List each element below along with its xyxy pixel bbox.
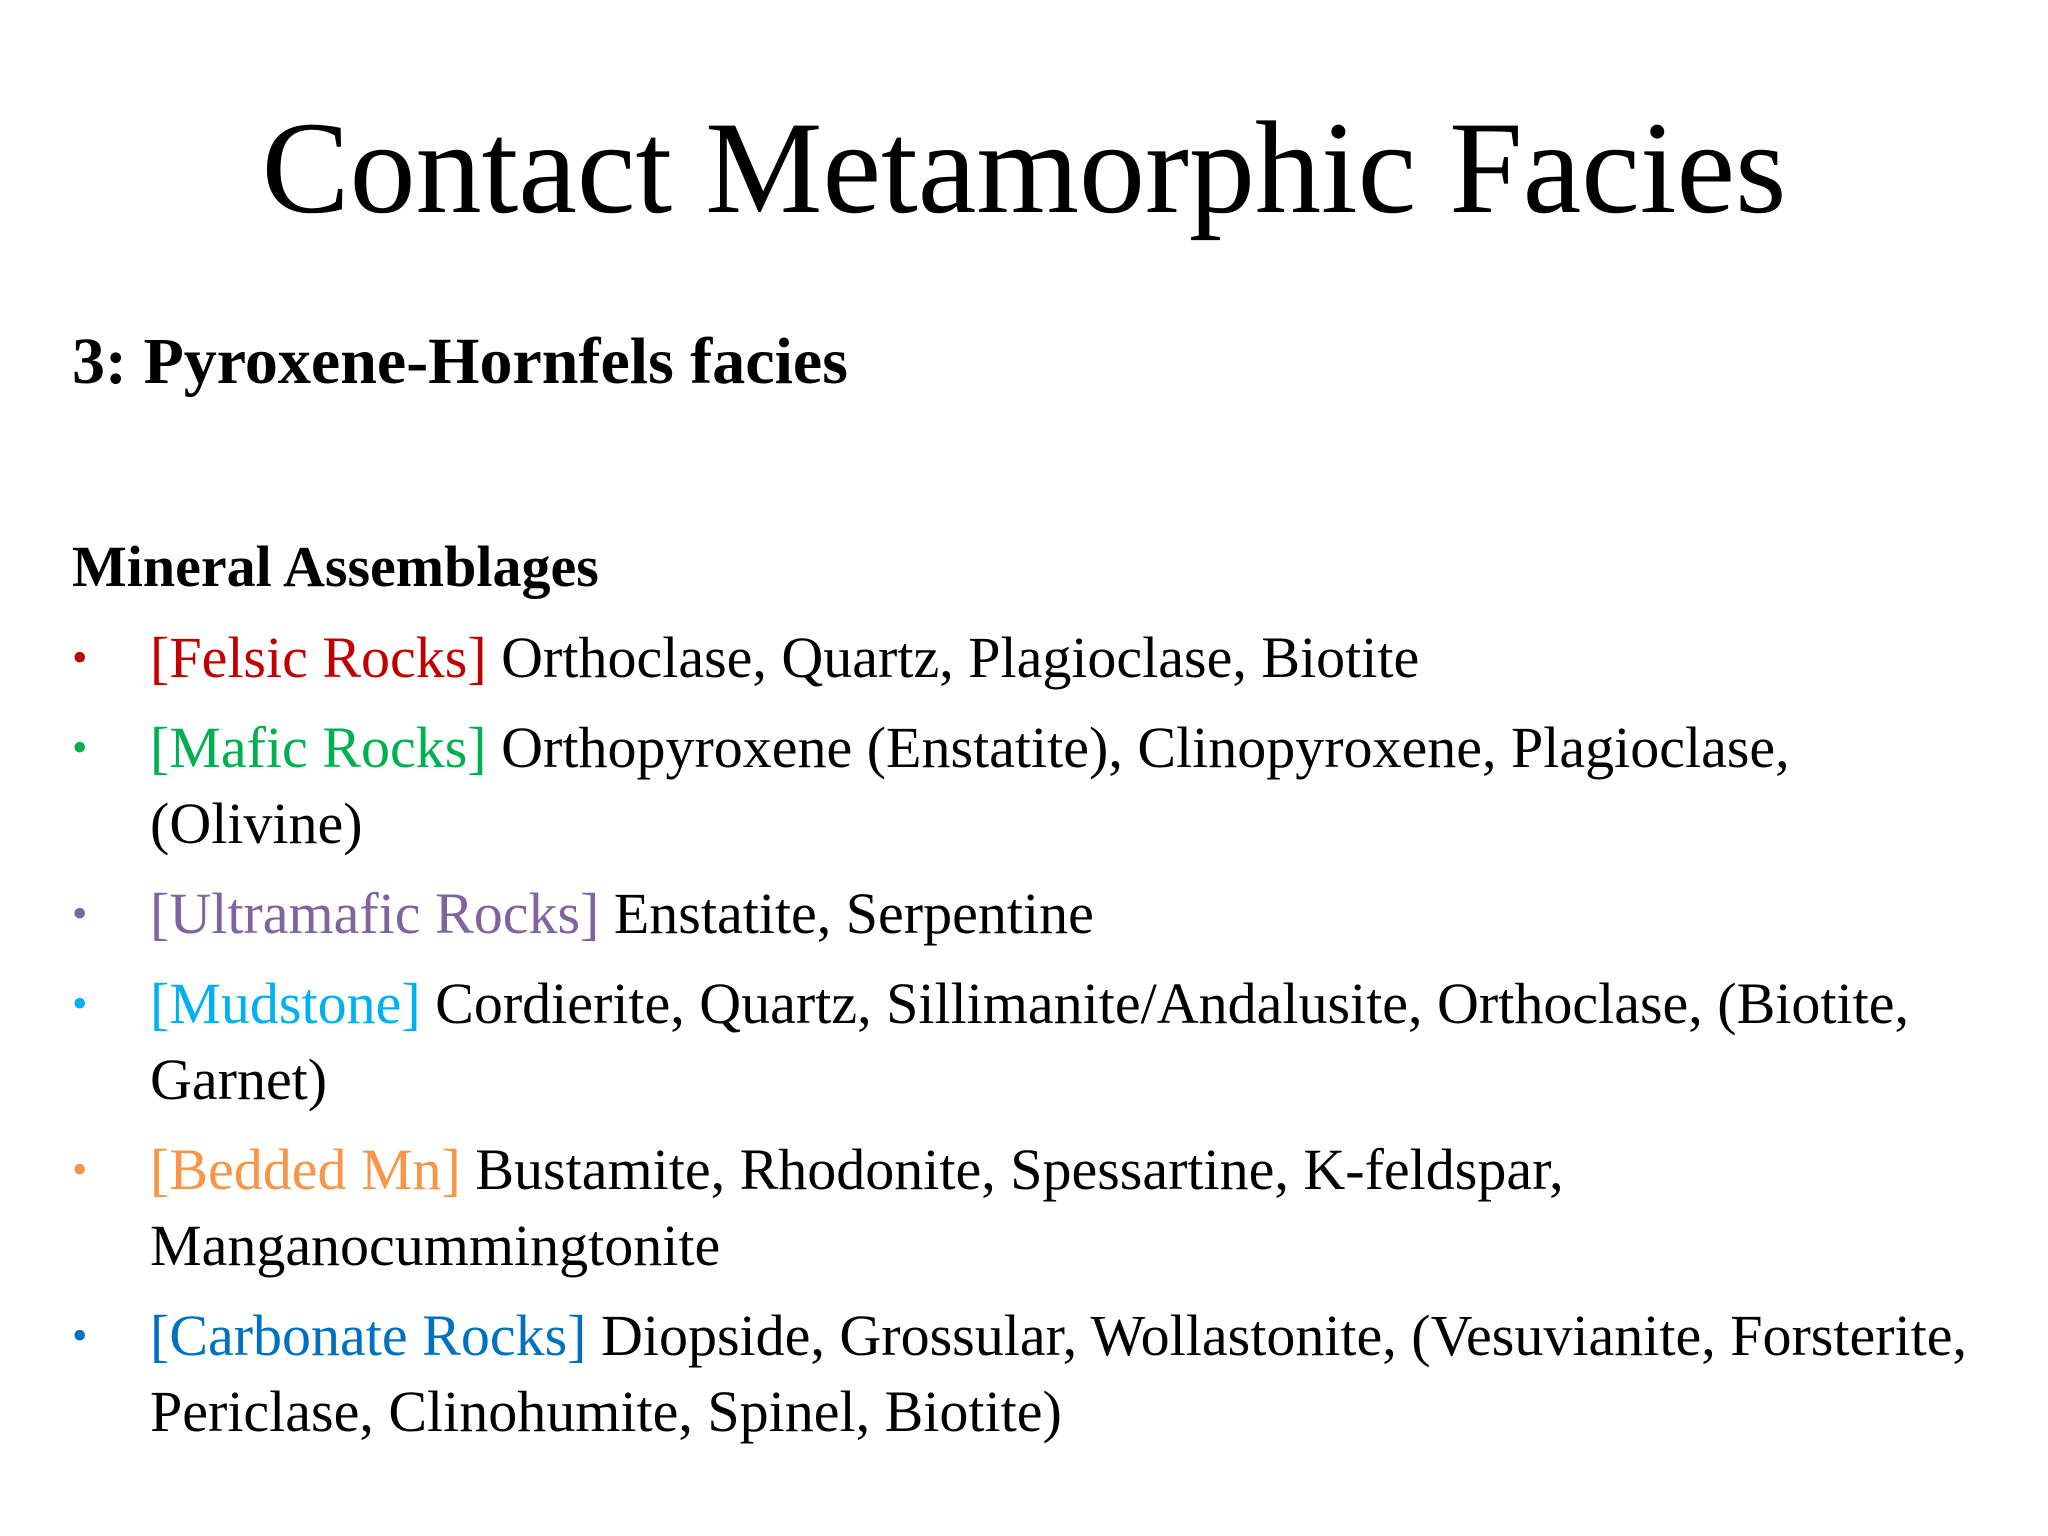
mineral-list: Diopside, Grossular, Wollastonite, (Vesuvianite, Forsterite, Periclase, Clinohumite, Spinel, Biotite) (150, 1303, 1967, 1444)
assemblage-item-carbonate (72, 1298, 1972, 1450)
bullet-icon: • (72, 979, 88, 1028)
assemblage-item-bedded-mn (72, 1132, 1972, 1284)
rock-category: [Bedded Mn] (150, 1137, 461, 1202)
rock-category: [Mudstone] (150, 971, 421, 1036)
assemblage-item-felsic (72, 620, 1972, 696)
rock-category: [Felsic Rocks] (150, 625, 487, 690)
rock-category: [Ultramafic Rocks] (150, 881, 600, 946)
mineral-list: Bustamite, Rhodonite, Spessartine, K-feldspar, Manganocummingtonite (150, 1137, 1564, 1278)
assemblage-item-ultramafic (72, 876, 1972, 952)
slide-title: Contact Metamorphic Facies (261, 94, 1787, 241)
rock-category: [Carbonate Rocks] (150, 1303, 587, 1368)
bullet-icon: • (72, 633, 88, 682)
bullet-icon: • (72, 889, 88, 938)
mineral-assemblages-heading: Mineral Assemblages (72, 534, 599, 599)
section-heading: 3: Pyroxene-Hornfels facies (72, 325, 848, 398)
mineral-list: Cordierite, Quartz, Sillimanite/Andalusite, Orthoclase, (Biotite, Garnet) (150, 971, 1909, 1112)
assemblage-list (72, 620, 1972, 1464)
rock-category: [Mafic Rocks] (150, 715, 487, 780)
mineral-list: Orthopyroxene (Enstatite), Clinopyroxene, Plagioclase, (Olivine) (150, 715, 1790, 856)
mineral-list: Enstatite, Serpentine (599, 881, 1094, 946)
bullet-icon: • (72, 1145, 88, 1194)
assemblage-item-mudstone (72, 966, 1972, 1118)
bullet-icon: • (72, 1311, 88, 1360)
bullet-icon: • (72, 723, 88, 772)
assemblage-item-mafic (72, 710, 1972, 862)
mineral-list: Orthoclase, Quartz, Plagioclase, Biotite (486, 625, 1420, 690)
